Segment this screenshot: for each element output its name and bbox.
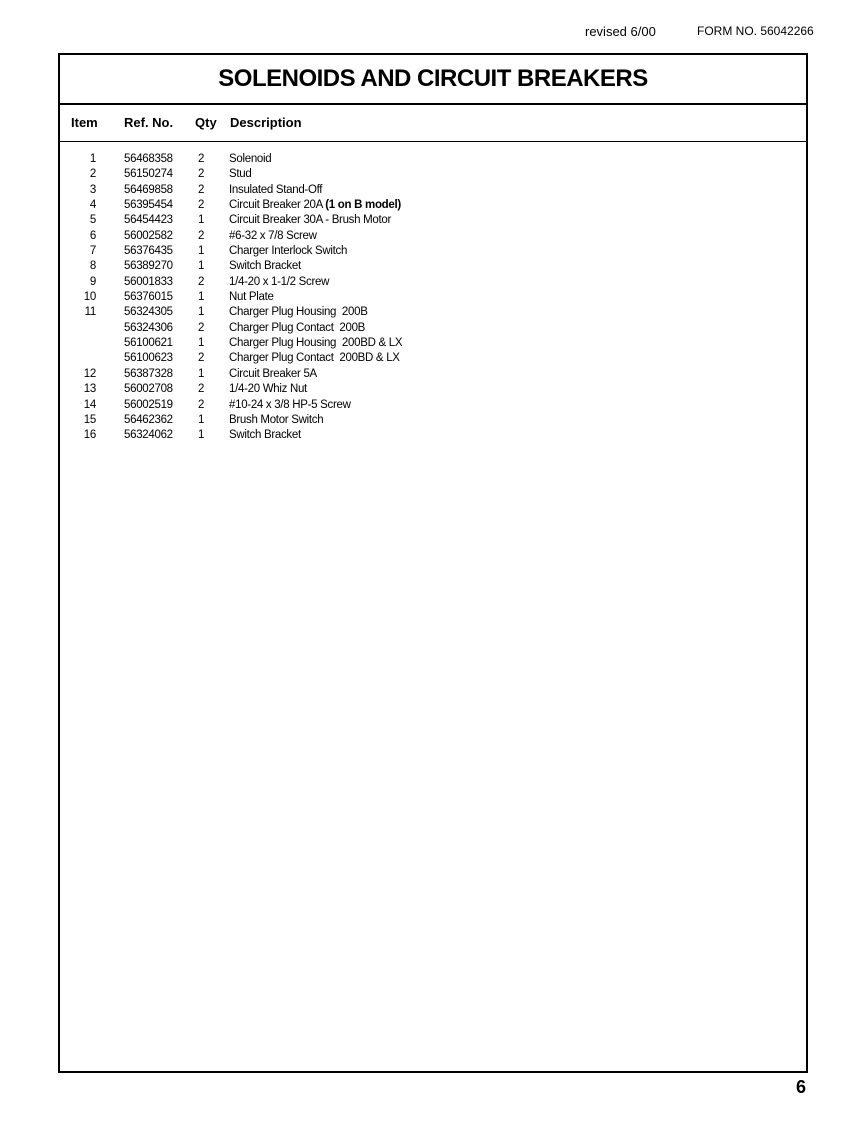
description-text: Circuit Breaker 5A [229, 367, 317, 380]
description [229, 290, 274, 305]
description-text: #6-32 x 7/8 Screw [229, 229, 317, 242]
quantity: 1 [197, 337, 205, 350]
quantity: 1 [197, 214, 205, 227]
description-text: Charger Plug Housing 200B [229, 306, 368, 319]
quantity: 1 [197, 429, 205, 442]
description [229, 428, 301, 443]
table-row [60, 259, 806, 274]
table-row [60, 367, 806, 382]
description [229, 183, 322, 198]
description-text: Circuit Breaker 30A - Brush Motor [229, 214, 392, 227]
description-text: Switch Bracket [229, 429, 301, 442]
item-number: 2 [89, 168, 96, 181]
table-row [60, 413, 806, 428]
ref-number: 56002708 [124, 383, 173, 396]
item-number: 9 [89, 275, 96, 288]
ref-number: 56324305 [124, 306, 173, 319]
column-header-description: Description [230, 115, 302, 130]
item-number: 14 [83, 398, 96, 411]
table-row [60, 213, 806, 228]
quantity: 1 [197, 260, 205, 273]
item-number: 12 [83, 367, 96, 380]
quantity: 2 [197, 183, 205, 196]
description [229, 152, 271, 167]
description [229, 305, 368, 320]
item-number: 4 [89, 199, 96, 212]
quantity: 2 [197, 383, 205, 396]
ref-number: 56150274 [124, 168, 173, 181]
description [229, 398, 351, 413]
ref-number: 56100623 [124, 352, 173, 365]
description-text: Brush Motor Switch [229, 413, 324, 426]
item-number: 16 [83, 429, 96, 442]
column-header-qty: Qty [195, 115, 217, 130]
description [229, 336, 402, 351]
item-number: 3 [89, 183, 96, 196]
ref-number: 56469858 [124, 183, 173, 196]
quantity: 2 [197, 398, 205, 411]
ref-number: 56395454 [124, 199, 173, 212]
quantity: 1 [197, 306, 205, 319]
description-note: (1 on B model) [325, 199, 401, 212]
description [229, 259, 301, 274]
description-text: Charger Plug Contact 200BD & LX [229, 352, 400, 365]
description [229, 198, 401, 213]
description [229, 351, 400, 366]
table-row [60, 290, 806, 305]
description-text: Stud [229, 168, 252, 181]
ref-number: 56462362 [124, 413, 173, 426]
description-text: Charger Interlock Switch [229, 245, 348, 258]
description [229, 275, 329, 290]
page-number: 6 [796, 1077, 807, 1097]
description [229, 213, 391, 228]
table-row [60, 336, 806, 351]
item-number: 5 [89, 214, 96, 227]
ref-number: 56324306 [124, 321, 173, 334]
item-number: 13 [83, 383, 96, 396]
description-text: Switch Bracket [229, 260, 301, 273]
quantity: 1 [197, 367, 205, 380]
ref-number: 56002519 [124, 398, 173, 411]
table-row [60, 382, 806, 397]
quantity: 1 [197, 413, 205, 426]
table-row [60, 244, 806, 259]
item-number: 7 [89, 245, 96, 258]
column-header-row [60, 105, 806, 142]
table-row [60, 351, 806, 366]
description-text: Circuit Breaker 20A [229, 199, 326, 212]
parts-list-frame [58, 53, 808, 1073]
page-header [0, 24, 866, 42]
column-header-item: Item [71, 115, 98, 130]
form-number: FORM NO. 56042266 [697, 24, 814, 38]
quantity: 2 [197, 199, 205, 212]
description [229, 321, 365, 336]
quantity: 2 [197, 275, 205, 288]
description [229, 167, 251, 182]
description-text: Solenoid [229, 153, 272, 165]
table-row [60, 167, 806, 182]
table-row [60, 152, 806, 167]
ref-number: 56468358 [124, 153, 173, 165]
quantity: 1 [197, 245, 205, 258]
ref-number: 56389270 [124, 260, 173, 273]
item-number: 10 [83, 291, 96, 304]
table-row [60, 275, 806, 290]
ref-number: 56324062 [124, 429, 173, 442]
item-number: 1 [89, 153, 96, 165]
description-text: Insulated Stand-Off [229, 183, 323, 196]
description [229, 413, 323, 428]
quantity: 2 [197, 321, 205, 334]
description-text: #10-24 x 3/8 HP-5 Screw [229, 398, 351, 411]
ref-number: 56001833 [124, 275, 173, 288]
description-text: Charger Plug Contact 200B [229, 321, 366, 334]
ref-number: 56376015 [124, 291, 173, 304]
quantity: 2 [197, 153, 205, 165]
description-text: 1/4-20 x 1-1/2 Screw [229, 275, 330, 288]
item-number: 15 [83, 413, 96, 426]
revision-date: revised 6/00 [585, 24, 656, 39]
description [229, 382, 307, 397]
table-row [60, 229, 806, 244]
description-text: 1/4-20 Whiz Nut [229, 383, 307, 396]
ref-number: 56454423 [124, 214, 173, 227]
description-text: Charger Plug Housing 200BD & LX [229, 337, 403, 350]
table-row [60, 183, 806, 198]
quantity: 2 [197, 168, 205, 181]
table-row [60, 321, 806, 336]
description [229, 367, 317, 382]
description [229, 229, 317, 244]
description [229, 244, 347, 259]
quantity: 2 [197, 352, 205, 365]
ref-number: 56387328 [124, 367, 173, 380]
table-row [60, 198, 806, 213]
item-number: 8 [89, 260, 96, 273]
quantity: 2 [197, 229, 205, 242]
table-row [60, 398, 806, 413]
parts-list [60, 152, 806, 444]
description-text: Nut Plate [229, 291, 274, 304]
ref-number: 56376435 [124, 245, 173, 258]
page-title: SOLENOIDS AND CIRCUIT BREAKERS [60, 55, 806, 105]
table-row [60, 305, 806, 320]
item-number: 11 [84, 306, 96, 319]
ref-number: 56002582 [124, 229, 173, 242]
table-row [60, 428, 806, 443]
column-header-ref-no: Ref. No. [124, 115, 174, 130]
item-number: 6 [89, 229, 96, 242]
ref-number: 56100621 [124, 337, 173, 350]
quantity: 1 [197, 291, 205, 304]
